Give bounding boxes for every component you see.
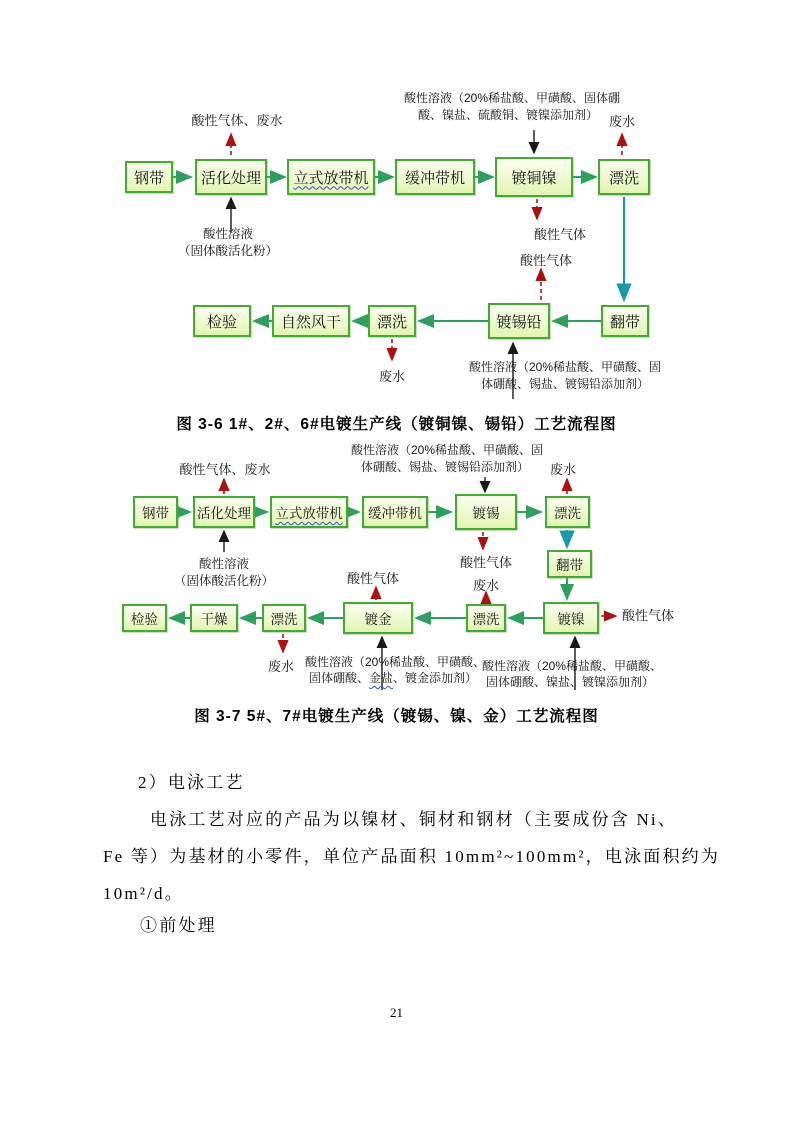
- fig1-label-acid-gas-waste: 酸性气体、废水: [191, 113, 283, 128]
- fig2-caption: 图 3-7 5#、7#电镀生产线（镀锡、镍、金）工艺流程图: [194, 708, 599, 725]
- fig1-node-buffer-machine: [395, 159, 475, 195]
- fig2-node-rinse-1: [545, 496, 590, 528]
- paragraph-line-1: 电泳工艺对应的产品为以镍材、铜材和钢材（主要成份含 Ni、: [150, 810, 678, 829]
- node-label: 翻带: [609, 313, 640, 331]
- annotation-text: 固体硼酸、: [308, 671, 369, 685]
- fig1-label-waste-water-bottom: 废水: [378, 369, 406, 384]
- node-label: 漂洗: [376, 313, 407, 331]
- fig1-annotation-cuni-line2: 酸、镍盐、硫酸铜、镀镍添加剂）: [417, 108, 599, 122]
- fig2-label-waste-mid: 废水: [472, 578, 500, 593]
- fig1-node-turn-belt: [601, 305, 649, 337]
- fig2-annotation-ni-line2: 固体硼酸、镍盐、镀镍添加剂）: [485, 675, 655, 689]
- fig1-node-vertical-unwinder: [287, 159, 375, 195]
- node-label: 检验: [206, 313, 237, 331]
- fig1-label-solid-activator: （固体酸活化粉）: [177, 244, 279, 258]
- fig2-node-turn-belt: [547, 550, 592, 578]
- node-label: 镀镍: [557, 612, 585, 627]
- fig2-node-vertical-unwinder: [270, 496, 348, 528]
- fig1-label-acid-solution: 酸性溶液: [202, 227, 254, 241]
- node-label: 立式放带机: [293, 169, 369, 187]
- fig2-label-waste-water-top: 废水: [549, 462, 577, 477]
- fig2-node-ni-plating: [543, 602, 599, 634]
- node-label: 缓冲带机: [368, 506, 422, 521]
- fig2-node-inspection: [122, 604, 167, 632]
- paragraph-line-3: 10m²/d。: [103, 884, 184, 903]
- fig2-label-acid-solution: 酸性溶液: [198, 557, 250, 571]
- fig2-label-acid-gas-waste: 酸性气体、废水: [179, 462, 271, 477]
- paragraph-line-2: Fe 等）为基材的小零件，单位产品面积 10mm²~100mm²，电泳面积约为: [103, 847, 721, 866]
- node-label: 活化处理: [200, 169, 261, 187]
- fig2-annotation-au-line2: [309, 669, 477, 686]
- fig1-node-cu-ni-plating: [495, 157, 573, 197]
- node-label: 钢带: [142, 506, 169, 521]
- fig2-annotation-ni-line1: 酸性溶液（20%稀盐酸、甲磺酸、: [481, 659, 663, 673]
- fig2-label-acid-gas-au: 酸性气体: [346, 571, 400, 586]
- node-label: 钢带: [133, 169, 164, 187]
- fig1-annotation-snpb-line2: 体硼酸、锡盐、镀锡铅添加剂）: [480, 377, 650, 391]
- node-label: 镀铜镍: [511, 169, 557, 187]
- fig1-annotation-cuni-line1: 酸性溶液（20%稀盐酸、甲磺酸、固体硼: [403, 91, 621, 105]
- fig2-node-sn-plating: [455, 494, 517, 530]
- fig1-node-steel-strip: [125, 161, 173, 193]
- fig1-annotation-snpb-line1: 酸性溶液（20%稀盐酸、甲磺酸、固: [468, 360, 662, 374]
- node-label: 立式放带机: [275, 506, 343, 521]
- fig2-node-buffer-machine: [362, 496, 428, 528]
- node-label: 漂洗: [608, 169, 639, 187]
- fig2-annotation-sn-line1: 酸性溶液（20%稀盐酸、甲磺酸、固: [350, 443, 544, 457]
- fig2-annotation-sn-line2: 体硼酸、锡盐、镀锡铅添加剂）: [360, 460, 530, 474]
- node-label: 镀锡铅: [496, 313, 542, 331]
- page-number: 21: [390, 1005, 403, 1020]
- fig2-node-drying: [190, 604, 238, 632]
- fig1-caption: 图 3-6 1#、2#、6#电镀生产线（镀铜镍、锡铅）工艺流程图: [176, 416, 617, 433]
- node-label: 翻带: [556, 558, 583, 573]
- node-label: 干燥: [200, 612, 228, 627]
- fig1-node-rinse-2: [368, 305, 416, 337]
- fig2-annotation-au-line1: 酸性溶液（20%稀盐酸、甲磺酸、: [304, 655, 486, 669]
- node-label: 漂洗: [270, 612, 298, 627]
- node-label: 镀锡: [472, 506, 500, 521]
- fig1-node-inspection: [193, 305, 251, 337]
- fig1-label-waste-water-top: 废水: [608, 114, 636, 129]
- fig1-node-rinse-1: [598, 159, 650, 195]
- node-label: 检验: [131, 612, 158, 627]
- fig2-node-rinse-2: [262, 604, 306, 632]
- subsection-heading: ①前处理: [140, 916, 217, 935]
- node-label: 活化处理: [197, 506, 251, 521]
- node-label: 镀金: [364, 612, 392, 627]
- fig1-label-acid-gas-b: 酸性气体: [519, 253, 573, 268]
- fig1-node-air-dry: [272, 305, 350, 337]
- fig2-node-au-plating: [343, 602, 413, 634]
- fig1-node-activation: [195, 159, 267, 195]
- section-heading: 2）电泳工艺: [138, 773, 245, 792]
- fig2-label-solid-activator: （固体酸活化粉）: [173, 574, 275, 588]
- fig2-node-activation: [193, 496, 255, 528]
- fig2-node-rinse-3: [466, 604, 506, 632]
- node-label: 自然风干: [280, 313, 341, 331]
- fig2-label-acid-gas-ni: 酸性气体: [622, 608, 675, 623]
- fig2-label-waste-bottom: 废水: [267, 659, 295, 674]
- fig1-node-sn-pb-plating: [488, 303, 550, 339]
- annotation-text: 、镀金添加剂）: [393, 671, 478, 685]
- node-label: 漂洗: [472, 612, 500, 627]
- fig2-node-steel-strip: [133, 496, 178, 528]
- annotation-text-gold-salt: 金盐: [368, 671, 394, 685]
- node-label: 缓冲带机: [404, 169, 465, 187]
- fig2-label-acid-gas-sn: 酸性气体: [459, 555, 513, 570]
- fig1-label-acid-gas-a: 酸性气体: [533, 227, 587, 242]
- node-label: 漂洗: [554, 506, 581, 521]
